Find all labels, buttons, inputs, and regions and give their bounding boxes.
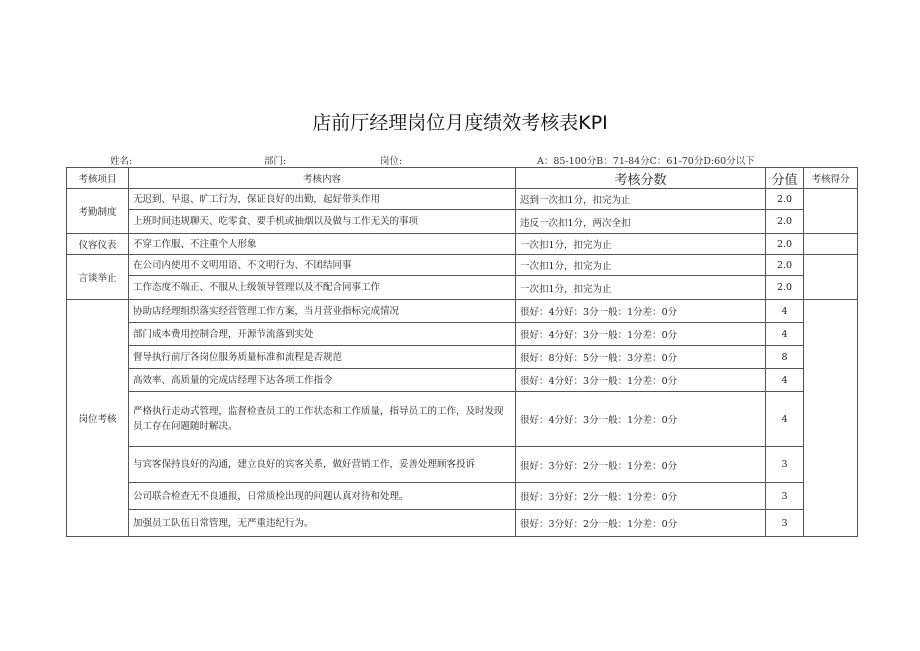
table-row (67, 300, 858, 323)
row-points: 4 (766, 323, 804, 346)
row-score: 很好：4分好：3分一般：1分差：0分 (516, 300, 766, 323)
row-score: 很好：4分好：3分一般：1分差：0分 (516, 392, 766, 447)
row-content: 严格执行走动式管理，监督检查员工的工作状态和工作质量，指导员工的工作，及时发现员工存在问题随时解决。 (129, 392, 516, 447)
table-row (67, 189, 858, 210)
position-label: 岗位: (380, 156, 403, 167)
row-points: 3 (766, 447, 804, 483)
row-score: 很好：3分好：2分一般：1分差：0分 (516, 447, 766, 483)
row-points: 2.0 (766, 255, 804, 276)
row-points: 2.0 (766, 189, 804, 210)
row-points: 2.0 (766, 276, 804, 300)
header-content: 考核内容 (129, 168, 516, 189)
score-cell[interactable] (804, 255, 858, 300)
score-cell[interactable] (804, 234, 858, 255)
row-score: 一次扣1分，扣完为止 (516, 255, 766, 276)
category-appearance: 仪容仪表 (67, 234, 129, 255)
row-content: 上班时间违规聊天、吃零食、要手机或抽烟以及做与工作无关的事项 (129, 210, 516, 234)
score-cell[interactable] (804, 300, 858, 537)
grade-scale: A：85-100分B：71-84分C：61-70分D:60分以下 (537, 156, 755, 167)
header-score: 考核分数 (516, 168, 766, 189)
row-score: 很好：3分好：2分一般：1分差：0分 (516, 483, 766, 510)
table-row (67, 255, 858, 276)
header-got: 考核得分 (804, 168, 858, 189)
row-content: 部门成本费用控制合理，开源节流落到实处 (129, 323, 516, 346)
table-row (67, 510, 858, 537)
row-points: 4 (766, 300, 804, 323)
table-row (67, 447, 858, 483)
name-label: 姓名: (110, 156, 133, 167)
row-points: 4 (766, 392, 804, 447)
row-content: 高效率、高质量的完成店经理下达各项工作指令 (129, 369, 516, 392)
row-score: 很好：8分好：5分一般：3分差：0分 (516, 346, 766, 369)
table-row (67, 483, 858, 510)
score-cell[interactable] (804, 189, 858, 234)
row-content: 在公司内使用不文明用语、不文明行为、不团结同事 (129, 255, 516, 276)
table-row (67, 276, 858, 300)
row-score: 很好：4分好：3分一般：1分差：0分 (516, 369, 766, 392)
row-points: 3 (766, 510, 804, 537)
row-points: 2.0 (766, 210, 804, 234)
table-row (67, 392, 858, 447)
header-points: 分值 (766, 168, 804, 189)
row-content: 不穿工作服、不注重个人形象 (129, 234, 516, 255)
row-score: 一次扣1分，扣完为止 (516, 234, 766, 255)
department-label: 部门: (264, 156, 287, 167)
row-score: 违反一次扣1分，两次全扣 (516, 210, 766, 234)
row-content: 督导执行前厅各岗位服务质量标准和流程是否规范 (129, 346, 516, 369)
table-row (67, 234, 858, 255)
row-score: 很好：4分好：3分一般：1分差：0分 (516, 323, 766, 346)
table-row (67, 210, 858, 234)
table-row (67, 323, 858, 346)
row-score: 迟到一次扣1分，扣完为止 (516, 189, 766, 210)
category-attendance: 考勤制度 (67, 189, 129, 234)
kpi-table (66, 167, 858, 537)
table-header-row (67, 168, 858, 189)
category-speech: 言谈举止 (67, 255, 129, 300)
row-score: 很好：3分好：2分一般：1分差：0分 (516, 510, 766, 537)
row-points: 4 (766, 369, 804, 392)
row-content: 加强员工队伍日常管理，无严重违纪行为。 (129, 510, 516, 537)
row-content: 工作态度不端正、不服从上级领导管理以及不配合同事工作 (129, 276, 516, 300)
row-content: 与宾客保持良好的沟通，建立良好的宾客关系，做好营销工作，妥善处理顾客投诉 (129, 447, 516, 483)
page-title: 店前厅经理岗位月度绩效考核表KPI (312, 112, 608, 134)
table-row (67, 346, 858, 369)
table-row (67, 369, 858, 392)
row-score: 一次扣1分，扣完为止 (516, 276, 766, 300)
row-content: 协助店经理组织落实经营管理工作方案，当月营业指标完成情况 (129, 300, 516, 323)
category-position: 岗位考核 (67, 300, 129, 537)
row-points: 3 (766, 483, 804, 510)
row-points: 8 (766, 346, 804, 369)
header-item: 考核项目 (67, 168, 129, 189)
row-points: 2.0 (766, 234, 804, 255)
row-content: 无迟到、早退、旷工行为，保证良好的出勤，起好带头作用 (129, 189, 516, 210)
row-content: 公司联合检查无不良通报，日常质检出现的问题认真对待和处理。 (129, 483, 516, 510)
